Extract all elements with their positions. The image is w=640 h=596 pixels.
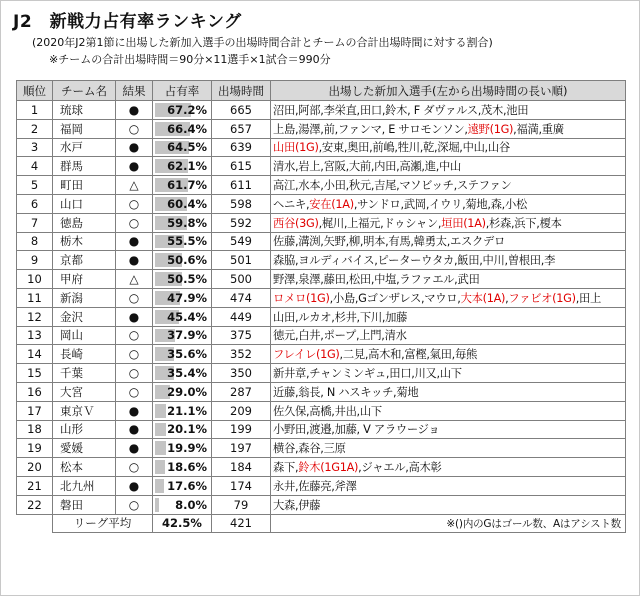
players-cell — [271, 345, 626, 364]
rank-cell: 15 — [17, 364, 53, 383]
team-cell: 東京Ｖ — [53, 401, 116, 420]
player-highlight: 遠野(1G) — [467, 122, 514, 136]
rank-cell: 7 — [17, 213, 53, 232]
time-cell: 79 — [212, 495, 271, 514]
table-row — [17, 382, 626, 401]
player-highlight: フレイレ(1G) — [273, 348, 340, 362]
share-value: 37.9% — [167, 328, 207, 343]
table-row — [17, 420, 626, 439]
time-cell: 375 — [212, 326, 271, 345]
share-cell — [153, 288, 212, 307]
result-cell: ○ — [116, 213, 153, 232]
share-cell — [153, 326, 212, 345]
table-row — [17, 157, 626, 176]
table-row — [17, 439, 626, 458]
share-value: 50.5% — [167, 272, 207, 287]
team-cell: 琉球 — [53, 101, 116, 120]
share-cell — [153, 138, 212, 157]
time-cell: 598 — [212, 194, 271, 213]
share-bar — [155, 498, 159, 512]
player-text: 沼田,阿部,李栄直,田口,鈴木, F ダヴァルス,茂木,池田 — [273, 103, 529, 117]
share-value: 59.8% — [167, 215, 207, 230]
player-text: 上島,湯澤,前,ファンマ, E サロモンソン, — [273, 122, 468, 136]
subtitle-description: (2020年J2第1節に出場した新加入選手の出場時間合計とチームの合計出場時間に対する割合) — [32, 36, 493, 49]
time-cell: 549 — [212, 232, 271, 251]
team-cell: 水戸 — [53, 138, 116, 157]
team-cell: 金沢 — [53, 307, 116, 326]
team-cell: 山形 — [53, 420, 116, 439]
share-value: 21.1% — [167, 403, 207, 418]
time-cell: 615 — [212, 157, 271, 176]
share-value: 35.4% — [167, 366, 207, 381]
rank-cell: 22 — [17, 495, 53, 514]
players-cell — [271, 439, 626, 458]
table-row — [17, 270, 626, 289]
player-text: 大森,伊藤 — [273, 498, 321, 512]
time-cell: 665 — [212, 101, 271, 120]
share-cell — [153, 495, 212, 514]
team-cell: 栃木 — [53, 232, 116, 251]
share-cell — [153, 270, 212, 289]
table-body — [17, 101, 626, 515]
time-cell: 639 — [212, 138, 271, 157]
share-cell — [153, 213, 212, 232]
rank-cell: 8 — [17, 232, 53, 251]
share-value: 62.1% — [167, 159, 207, 174]
player-text: ,杉森,浜下,榎本 — [485, 216, 562, 230]
table-row — [17, 232, 626, 251]
players-cell — [271, 420, 626, 439]
share-bar — [155, 479, 164, 493]
result-cell: ○ — [116, 345, 153, 364]
team-cell: 徳島 — [53, 213, 116, 232]
time-cell: 209 — [212, 401, 271, 420]
rank-cell: 17 — [17, 401, 53, 420]
player-text: ,サンドロ,武岡,イウリ,菊地,森,小松 — [353, 197, 527, 211]
average-share: 42.5% — [153, 514, 212, 533]
share-value: 18.6% — [167, 460, 207, 475]
rank-cell: 3 — [17, 138, 53, 157]
time-cell: 449 — [212, 307, 271, 326]
table-row — [17, 476, 626, 495]
players-cell — [271, 401, 626, 420]
ranking-table — [16, 80, 626, 533]
result-cell: ○ — [116, 364, 153, 383]
result-cell: ● — [116, 138, 153, 157]
players-cell — [271, 476, 626, 495]
rank-cell: 2 — [17, 119, 53, 138]
table-row — [17, 401, 626, 420]
share-value: 20.1% — [167, 422, 207, 437]
share-value: 8.0% — [175, 497, 207, 512]
league-average-row — [17, 514, 626, 533]
result-cell: ● — [116, 401, 153, 420]
header-result: 結果 — [116, 81, 153, 101]
rank-cell: 1 — [17, 101, 53, 120]
share-cell — [153, 194, 212, 213]
table-row — [17, 213, 626, 232]
share-value: 50.6% — [167, 253, 207, 268]
player-text: , — [505, 291, 509, 305]
team-cell: 京都 — [53, 251, 116, 270]
players-cell — [271, 307, 626, 326]
player-text: 新井章,チャンミンギュ,田口,川又,山下 — [273, 367, 462, 381]
share-cell — [153, 101, 212, 120]
share-value: 60.4% — [167, 196, 207, 211]
table-row — [17, 119, 626, 138]
player-text: 山田,ルカオ,杉井,下川,加藤 — [273, 310, 408, 324]
player-text: 森下, — [273, 461, 299, 475]
players-cell — [271, 364, 626, 383]
time-cell: 474 — [212, 288, 271, 307]
table-row — [17, 345, 626, 364]
result-cell: ● — [116, 420, 153, 439]
player-highlight: 大本(1A) — [460, 291, 506, 305]
share-cell — [153, 345, 212, 364]
player-highlight: ロメロ(1G) — [273, 291, 330, 305]
result-cell: ○ — [116, 495, 153, 514]
player-highlight: ファビオ(1G) — [508, 291, 576, 305]
result-cell: ○ — [116, 382, 153, 401]
rank-cell: 14 — [17, 345, 53, 364]
team-cell: 群馬 — [53, 157, 116, 176]
result-cell: ● — [116, 157, 153, 176]
players-cell — [271, 119, 626, 138]
player-text: ヘニキ, — [273, 197, 310, 211]
header-team: チーム名 — [53, 81, 116, 101]
player-text: 近藤,翁長, N ハスキッチ,菊地 — [273, 385, 419, 399]
player-text: 野澤,泉澤,藤田,松田,中塩,ラファエル,武田 — [273, 273, 480, 287]
result-cell: ○ — [116, 119, 153, 138]
average-time: 421 — [212, 514, 271, 533]
players-cell — [271, 176, 626, 195]
time-cell: 592 — [212, 213, 271, 232]
result-cell: ● — [116, 439, 153, 458]
players-cell — [271, 288, 626, 307]
table-row — [17, 176, 626, 195]
rank-cell: 4 — [17, 157, 53, 176]
player-text: ,小島,Gゴンザレス,マウロ, — [329, 291, 461, 305]
player-text: ,二見,高木和,富樫,氣田,毎熊 — [339, 348, 477, 362]
result-cell: ● — [116, 307, 153, 326]
player-text: 高江,水本,小田,秋元,吉尾,マソビッチ,ステファン — [273, 179, 512, 193]
players-cell — [271, 495, 626, 514]
team-cell: 北九州 — [53, 476, 116, 495]
player-text: 森脇,ヨルディバイス,ピーターウタカ,飯田,中川,曽根田,李 — [273, 254, 556, 268]
share-value: 67.2% — [167, 102, 207, 117]
rank-cell: 5 — [17, 176, 53, 195]
team-cell: 磐田 — [53, 495, 116, 514]
table-header-row — [17, 81, 626, 101]
result-cell: △ — [116, 270, 153, 289]
player-text: 永井,佐藤亮,斧澤 — [273, 479, 357, 493]
share-value: 61.7% — [167, 178, 207, 193]
share-cell — [153, 439, 212, 458]
share-cell — [153, 251, 212, 270]
players-cell — [271, 270, 626, 289]
result-cell: ○ — [116, 288, 153, 307]
share-bar — [155, 441, 166, 455]
share-cell — [153, 382, 212, 401]
result-cell: ○ — [116, 458, 153, 477]
share-bar — [155, 404, 166, 418]
share-value: 45.4% — [167, 309, 207, 324]
header-rank: 順位 — [17, 81, 53, 101]
player-highlight: 鈴木(1G1A) — [298, 461, 359, 475]
result-cell: △ — [116, 176, 153, 195]
share-value: 17.6% — [167, 478, 207, 493]
player-text: 徳元,白井,ポープ,上門,清水 — [273, 329, 407, 343]
result-cell: ○ — [116, 326, 153, 345]
players-cell — [271, 326, 626, 345]
share-cell — [153, 119, 212, 138]
share-cell — [153, 420, 212, 439]
table-row — [17, 138, 626, 157]
players-cell — [271, 101, 626, 120]
time-cell: 352 — [212, 345, 271, 364]
rank-cell: 21 — [17, 476, 53, 495]
share-cell — [153, 364, 212, 383]
time-cell: 501 — [212, 251, 271, 270]
table-row — [17, 194, 626, 213]
players-cell — [271, 251, 626, 270]
player-text: ,安東,奥田,前嶋,牲川,乾,深堀,中山,山谷 — [318, 141, 510, 155]
share-value: 35.6% — [167, 347, 207, 362]
team-cell: 町田 — [53, 176, 116, 195]
time-cell: 611 — [212, 176, 271, 195]
team-cell: 大宮 — [53, 382, 116, 401]
time-cell: 174 — [212, 476, 271, 495]
player-highlight: 垣田(1A) — [441, 216, 486, 230]
result-cell: ● — [116, 476, 153, 495]
share-cell — [153, 458, 212, 477]
players-cell — [271, 232, 626, 251]
share-cell — [153, 307, 212, 326]
time-cell: 500 — [212, 270, 271, 289]
team-cell: 新潟 — [53, 288, 116, 307]
player-text: 佐久保,高橋,井出,山下 — [273, 404, 382, 418]
time-cell: 199 — [212, 420, 271, 439]
rank-cell: 6 — [17, 194, 53, 213]
players-cell — [271, 157, 626, 176]
share-cell — [153, 232, 212, 251]
subtitle-formula: ※チームの合計出場時間＝90分×11選手×1試合＝990分 — [49, 53, 331, 66]
player-text: 横谷,森谷,三原 — [273, 442, 346, 456]
players-cell — [271, 213, 626, 232]
rank-cell: 16 — [17, 382, 53, 401]
header-players: 出場した新加入選手(左から出場時間の長い順) — [271, 81, 626, 101]
share-value: 47.9% — [167, 290, 207, 305]
result-cell: ● — [116, 232, 153, 251]
time-cell: 350 — [212, 364, 271, 383]
player-highlight: 安在(1A) — [309, 197, 354, 211]
time-cell: 657 — [212, 119, 271, 138]
player-text: ,梶川,上福元,ドゥシャン, — [318, 216, 442, 230]
footnote: ※()内のGはゴール数、Aはアシスト数 — [271, 514, 626, 533]
rank-cell: 11 — [17, 288, 53, 307]
team-cell: 福岡 — [53, 119, 116, 138]
player-highlight: 西谷(3G) — [273, 216, 319, 230]
result-cell: ● — [116, 101, 153, 120]
players-cell — [271, 382, 626, 401]
team-cell: 甲府 — [53, 270, 116, 289]
result-cell: ○ — [116, 194, 153, 213]
table-row — [17, 458, 626, 477]
table-row — [17, 307, 626, 326]
result-cell: ● — [116, 251, 153, 270]
player-text: ,福満,重廣 — [513, 122, 564, 136]
team-cell: 長崎 — [53, 345, 116, 364]
table-row — [17, 326, 626, 345]
table-row — [17, 495, 626, 514]
table-row — [17, 364, 626, 383]
team-cell: 岡山 — [53, 326, 116, 345]
page-title: J2 新戦力占有率ランキング — [13, 12, 242, 32]
share-value: 19.9% — [167, 441, 207, 456]
rank-cell: 10 — [17, 270, 53, 289]
players-cell — [271, 194, 626, 213]
share-cell — [153, 176, 212, 195]
share-cell — [153, 157, 212, 176]
player-text: 清水,岩上,宮阪,大前,内田,高瀬,進,中山 — [273, 160, 461, 174]
header-share: 占有率 — [153, 81, 212, 101]
time-cell: 184 — [212, 458, 271, 477]
players-cell — [271, 458, 626, 477]
rank-cell: 9 — [17, 251, 53, 270]
table-row — [17, 101, 626, 120]
team-cell: 千葉 — [53, 364, 116, 383]
team-cell: 松本 — [53, 458, 116, 477]
player-text: ,ジャエル,高木彰 — [358, 461, 442, 475]
player-text: ,田上 — [575, 291, 602, 305]
share-value: 29.0% — [167, 384, 207, 399]
average-label: リーグ平均 — [53, 514, 153, 533]
share-bar — [155, 460, 165, 474]
share-value: 55.5% — [167, 234, 207, 249]
rank-cell: 20 — [17, 458, 53, 477]
rank-cell: 18 — [17, 420, 53, 439]
player-text: 佐藤,溝渕,矢野,柳,明本,有馬,韓勇太,エスクデロ — [273, 235, 505, 249]
share-value: 64.5% — [167, 140, 207, 155]
share-value: 66.4% — [167, 121, 207, 136]
players-cell — [271, 138, 626, 157]
header-time: 出場時間 — [212, 81, 271, 101]
rank-cell: 12 — [17, 307, 53, 326]
player-highlight: 山田(1G) — [273, 141, 319, 155]
player-text: 小野田,渡邉,加藤, V アラウージョ — [273, 423, 440, 437]
rank-cell: 13 — [17, 326, 53, 345]
time-cell: 197 — [212, 439, 271, 458]
table-row — [17, 288, 626, 307]
rank-cell: 19 — [17, 439, 53, 458]
share-bar — [155, 423, 166, 437]
team-cell: 山口 — [53, 194, 116, 213]
share-cell — [153, 476, 212, 495]
table-row — [17, 251, 626, 270]
time-cell: 287 — [212, 382, 271, 401]
average-spacer — [17, 514, 53, 533]
team-cell: 愛媛 — [53, 439, 116, 458]
share-cell — [153, 401, 212, 420]
